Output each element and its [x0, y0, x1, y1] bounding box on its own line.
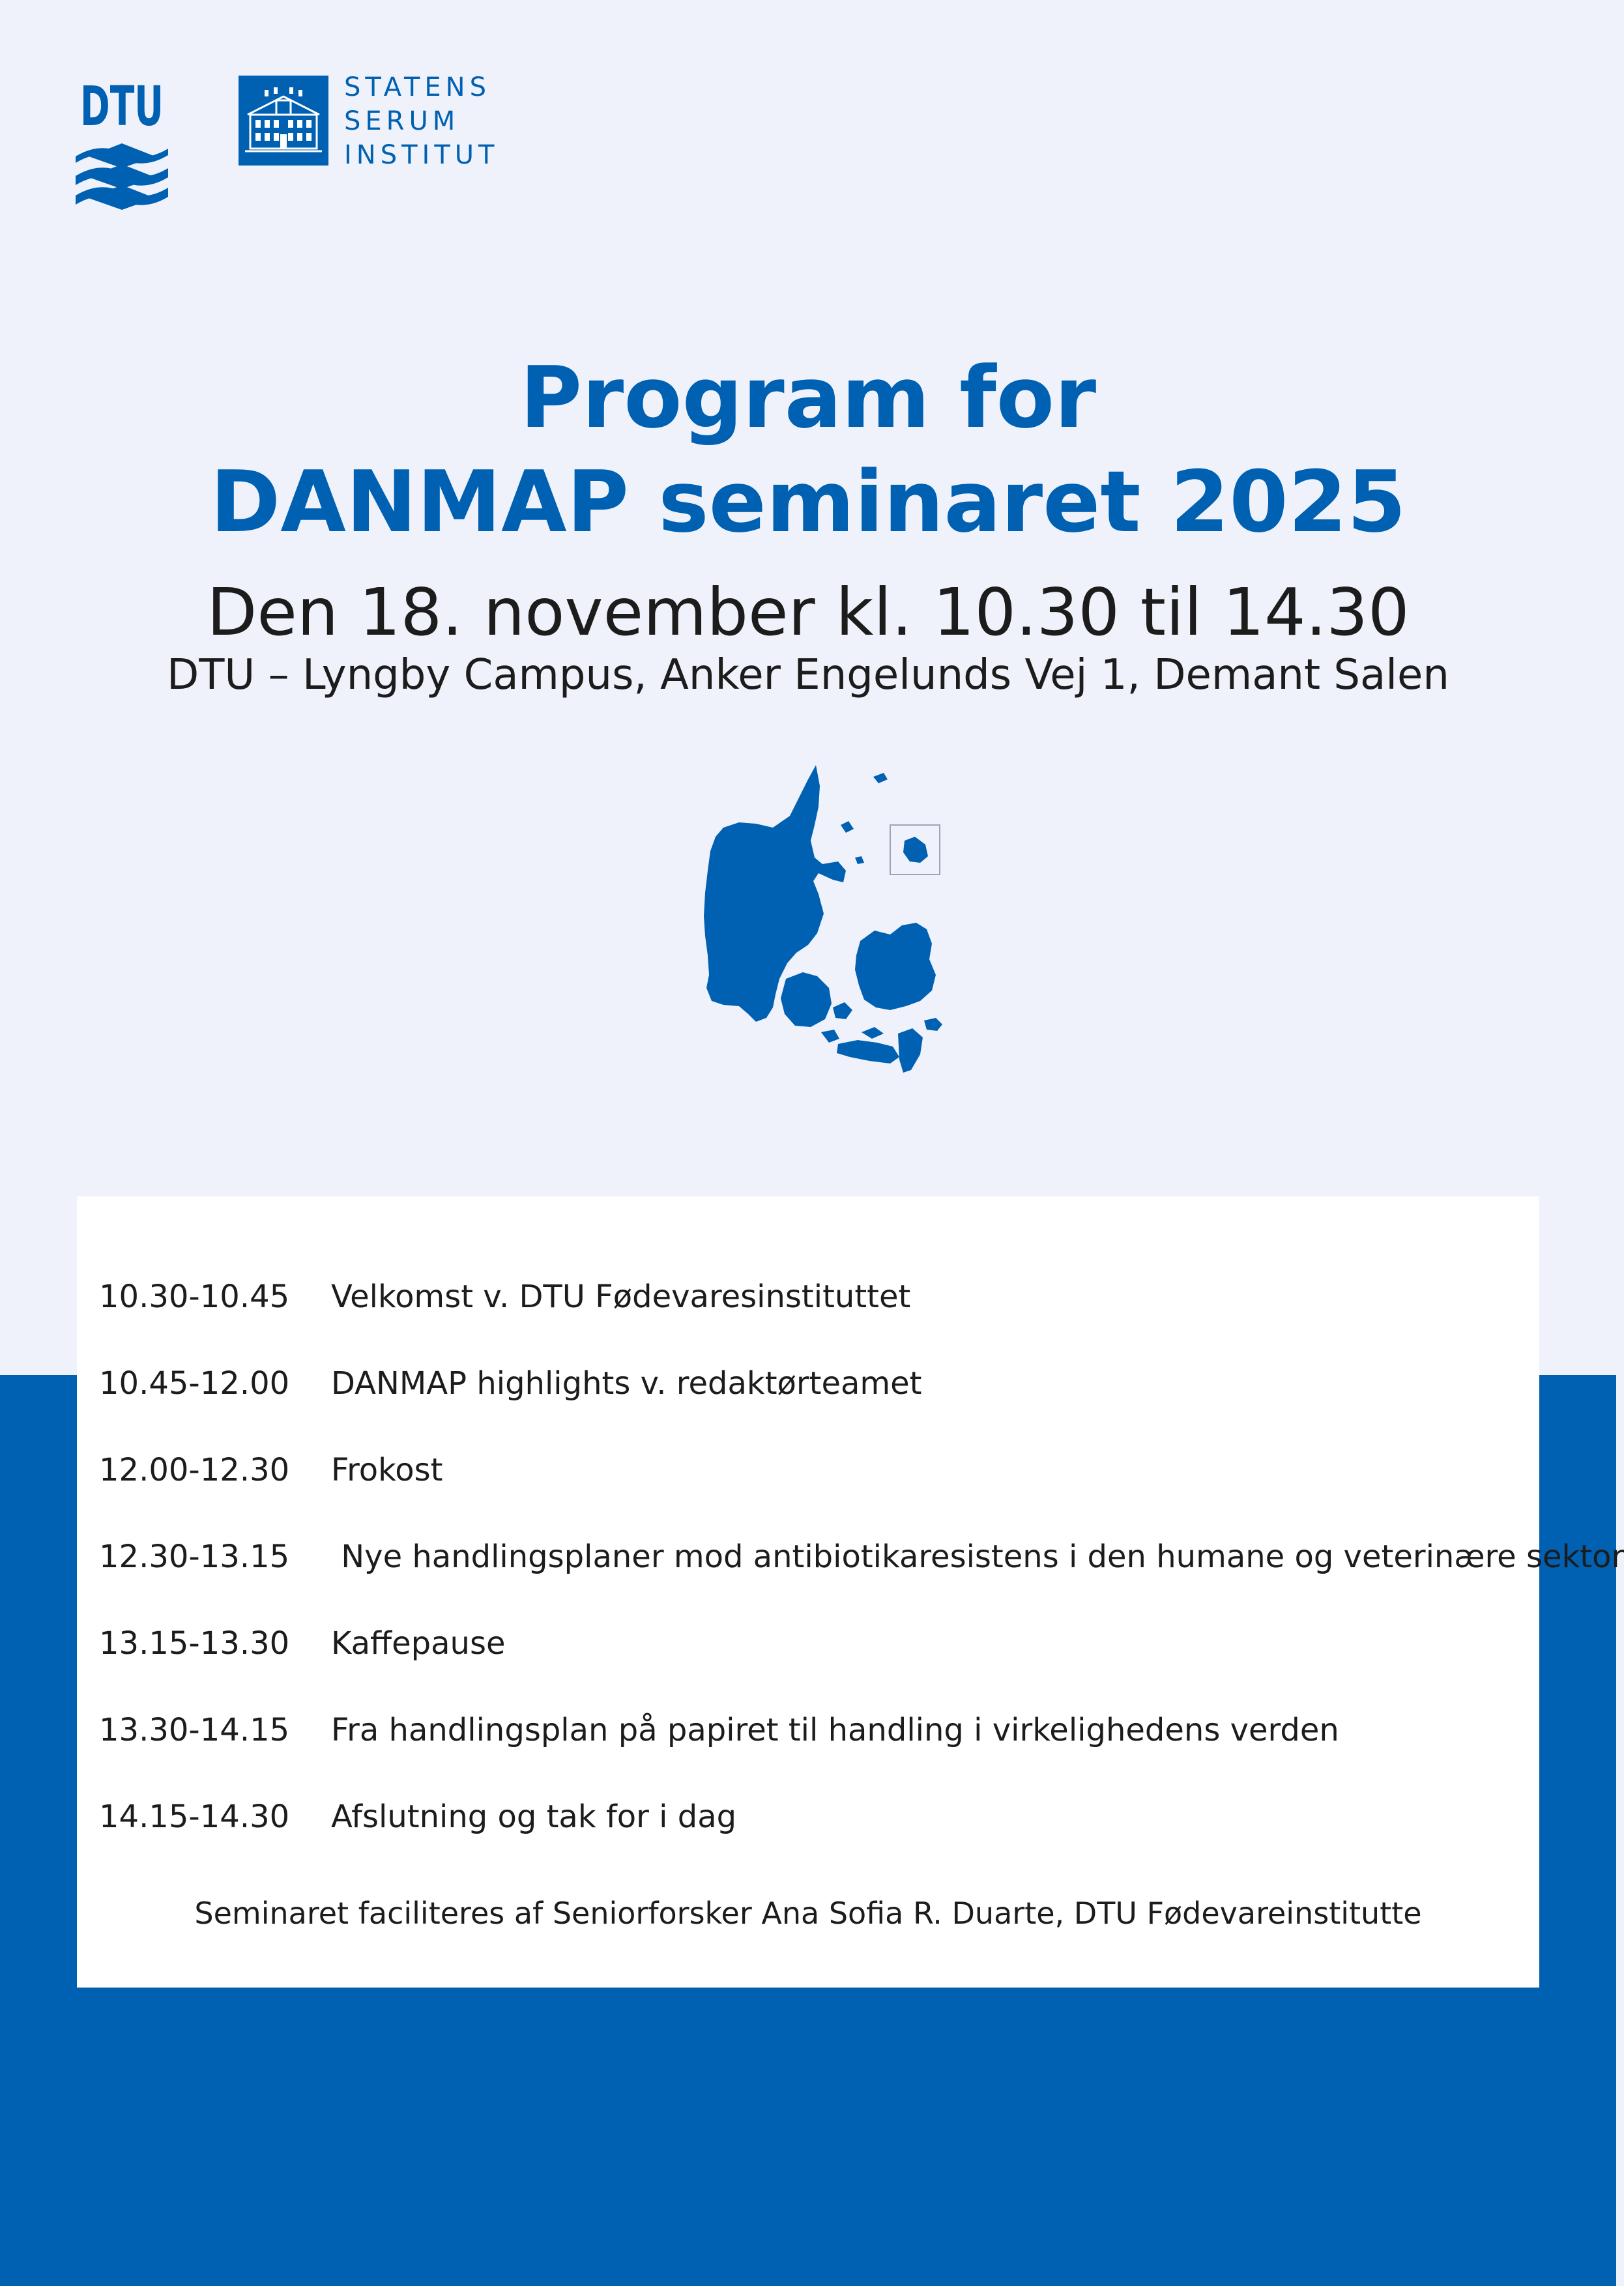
facilitator-note: Seminaret faciliteres af Seniorforsker Ana Sofia R. Duarte, DTU Fødevareinstitutte: [194, 1896, 1422, 1931]
program-time: 10.30-10.45: [99, 1279, 290, 1315]
program-time: 13.30-14.15: [99, 1712, 290, 1748]
program-title: Kaffepause: [331, 1625, 506, 1662]
program-time: 14.15-14.30: [99, 1799, 290, 1835]
program-title: Fra handlingsplan på papiret til handling i virkelighedens verden: [331, 1712, 1339, 1748]
ssi-logo-text: [344, 70, 499, 172]
dtu-logo-text: DTU: [80, 74, 164, 138]
dtu-logo: [76, 73, 168, 210]
program-time: 13.15-13.30: [99, 1625, 290, 1662]
program-title: Frokost: [331, 1452, 443, 1488]
event-venue: DTU – Lyngby Campus, Anker Engelunds Vej 1, Demant Salen: [167, 651, 1449, 699]
ssi-line-2: SERUM: [344, 106, 460, 136]
program-time: 10.45-12.00: [99, 1365, 290, 1402]
event-date: Den 18. november kl. 10.30 til 14.30: [207, 574, 1410, 650]
ssi-line-1: STATENS: [344, 72, 491, 102]
program-time: 12.00-12.30: [99, 1452, 290, 1488]
page-title-line-1: Program for: [519, 348, 1097, 447]
denmark-map-illustration: [669, 760, 946, 1086]
program-title: Velkomst v. DTU Fødevaresinstituttet: [331, 1279, 911, 1315]
program-time: 12.30-13.15: [99, 1539, 290, 1575]
program-card: [77, 1196, 1624, 1988]
program-title: Afslutning og tak for i dag: [331, 1799, 737, 1835]
ssi-line-3: INSTITUT: [344, 140, 499, 170]
program-title: DANMAP highlights v. redaktørteamet: [331, 1365, 922, 1402]
ssi-building-logo: [239, 76, 328, 166]
program-title: Nye handlingsplaner mod antibiotikaresistens i den humane og veterinære sektor: [331, 1539, 1624, 1575]
page-title-line-2: DANMAP seminaret 2025: [210, 452, 1406, 551]
